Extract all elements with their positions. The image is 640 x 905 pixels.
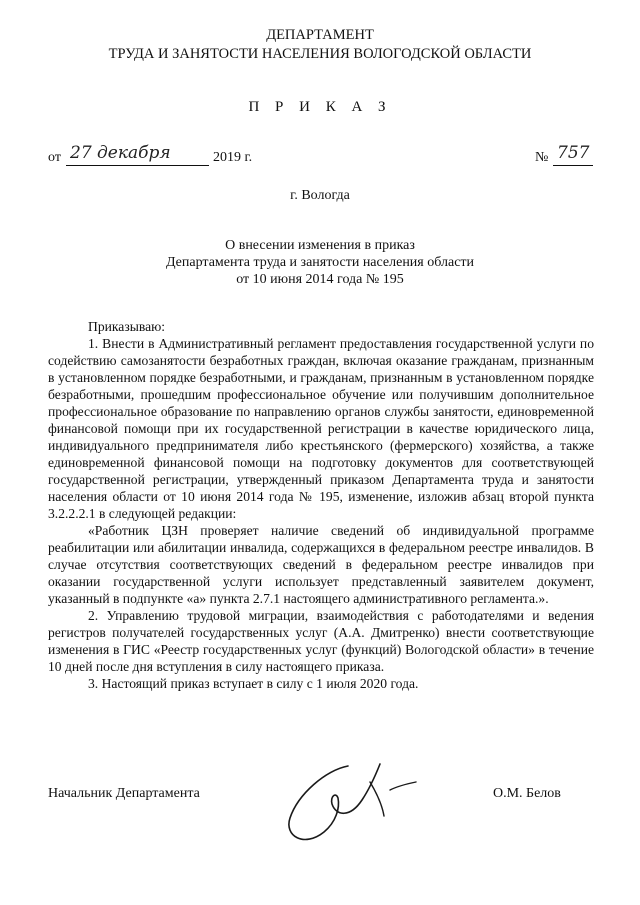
order-paragraph-quote: «Работник ЦЗН проверяет наличие сведений об индивидуальной программе реабилитации или абилитации инвалида, содержащихся в федеральном реестре инвалидов. В случае отсутствия соответствующих сведений в федеральном реестре инвалидов при оказании государственной услуги использует представленный заявителем документ, указанный в подпункте «а» пункта 2.7.1 настоящего административного регламента.».: [48, 523, 594, 606]
department-line-1: ДЕПАРТАМЕНТ: [266, 27, 374, 43]
order-paragraph-1: 1. Внести в Административный регламент предоставления государственной услуги по содействию самозанятости безработных граждан, включая оказание гражданам, признанным в установленном порядке безработными, и гражданам, признанным в установленном порядке безработными, прошедшим профессиональное обучение или получившим дополнительное профессиональное образование по направлению органов службы занятости, единовременной финансовой помощи при их государственной регистрации в качестве юридического лица, индивидуального предпринимателя либо крестьянского (фермерского) хозяйства, а также единовременной финансовой помощи на подготовку документов для соответствующей государственной регистрации, утвержденный приказом Департамента труда и занятости населения области от 10 июня 2014 года № 195, изменение, изложив абзац второй пункта 3.2.2.2.1 в следующей редакции:: [48, 336, 594, 521]
department-line-2: ТРУДА И ЗАНЯТОСТИ НАСЕЛЕНИЯ ВОЛОГОДСКОЙ ОБЛАСТИ: [108, 46, 532, 62]
order-paragraph-3: 3. Настоящий приказ вступает в силу с 1 июля 2020 года.: [88, 676, 419, 691]
order-paragraph-2: 2. Управлению трудовой миграции, взаимодействия с работодателями и ведения регистров получателей государственных услуг (А.А. Дмитренко) внести соответствующие изменения в ГИС «Реестр государственных услуг (функций) Вологодской области» в течение 10 дней после дня вступления в силу настоящего приказа.: [48, 608, 594, 674]
date-prefix: от: [48, 150, 61, 165]
date-handwritten: 27 декабря: [70, 143, 171, 163]
date-underline: [66, 165, 209, 166]
number-prefix: №: [535, 150, 549, 165]
document-type: П Р И К А З: [248, 99, 392, 115]
subject-line-1: О внесении изменения в приказ: [225, 238, 415, 253]
signer-position: Начальник Департамента: [48, 786, 200, 801]
order-intro: Приказываю:: [88, 319, 166, 334]
number-underline: [553, 165, 593, 166]
city: г. Вологда: [290, 188, 350, 203]
date-year: 2019 г.: [213, 150, 253, 165]
handwritten-signature: [278, 752, 428, 852]
number-handwritten: 757: [557, 143, 590, 163]
subject-line-2: Департамента труда и занятости населения области: [165, 255, 475, 270]
subject-line-3: от 10 июня 2014 года № 195: [236, 272, 404, 287]
signer-name: О.М. Белов: [493, 786, 561, 801]
order-body: [48, 318, 594, 692]
